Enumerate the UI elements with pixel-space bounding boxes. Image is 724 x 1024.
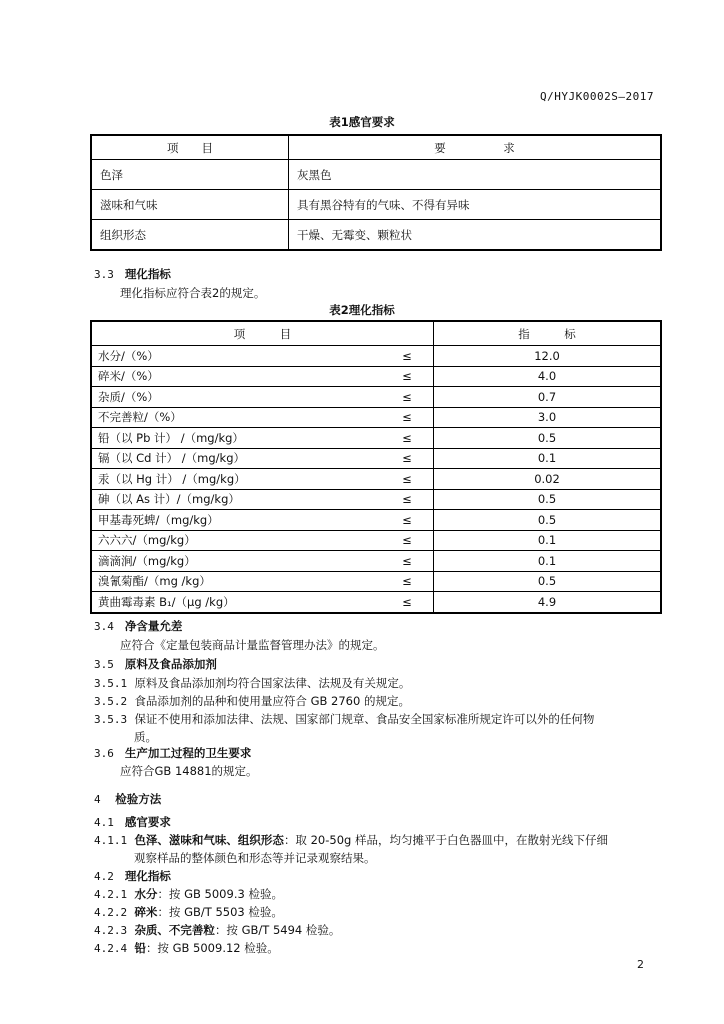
item-text: ：按 GB 5009.12 检验。	[145, 941, 279, 955]
table-row	[91, 530, 661, 551]
section-3-6-text: 应符合GB 14881的规定。	[120, 764, 258, 778]
row-value: 12.0	[434, 346, 662, 367]
section-3-5-3-continued: 质。	[134, 730, 157, 744]
row-symbol: ≤	[381, 592, 434, 613]
row-value: 0.5	[434, 571, 662, 592]
row-value: 3.0	[434, 407, 662, 428]
row-name: 滴滴涧/（mg/kg）	[91, 551, 381, 572]
row-symbol: ≤	[381, 530, 434, 551]
item-number: 4.2.4	[94, 942, 128, 955]
table-row	[91, 592, 661, 613]
document-code: Q/HYJK0002S—2017	[540, 90, 654, 103]
section-3-5-1	[94, 675, 410, 691]
row-value: 0.5	[434, 510, 662, 531]
section-3-3-text: 理化指标应符合表2的规定。	[120, 286, 266, 300]
table-row	[91, 571, 661, 592]
item-bold: 杂质、不完善粒	[134, 923, 215, 937]
row-name: 碎米/（%）	[91, 366, 381, 387]
row-symbol: ≤	[381, 489, 434, 510]
row-name: 砷（以 As 计）/（mg/kg）	[91, 489, 381, 510]
table-row	[91, 448, 661, 469]
section-title: 理化指标	[124, 869, 171, 883]
item-number: 4.2.3	[94, 924, 128, 937]
section-number: 3.6	[94, 747, 114, 760]
row-value: 0.5	[434, 489, 662, 510]
row-name: 镉（以 Cd 计） /（mg/kg）	[91, 448, 381, 469]
section-number: 4	[94, 793, 101, 806]
section-3-5-2	[94, 693, 410, 709]
table-row	[91, 387, 661, 408]
item-text: ：按 GB/T 5503 检验。	[157, 905, 283, 919]
table-row	[91, 489, 661, 510]
section-3-5-heading	[94, 656, 217, 672]
row-symbol: ≤	[381, 387, 434, 408]
table-row	[91, 510, 661, 531]
row-value: 0.02	[434, 469, 662, 490]
row-symbol: ≤	[381, 571, 434, 592]
table-header-row	[91, 135, 661, 160]
row-name: 汞（以 Hg 计） /（mg/kg）	[91, 469, 381, 490]
section-4-1-heading	[94, 814, 171, 830]
row-symbol: ≤	[381, 448, 434, 469]
table1-caption: 表1感官要求	[329, 115, 395, 129]
row-symbol: ≤	[381, 469, 434, 490]
section-title: 理化指标	[124, 267, 171, 281]
section-4-heading	[94, 791, 161, 807]
section-3-3-heading	[94, 266, 171, 282]
row-name: 黄曲霉毒素 B₁/（μg /kg）	[91, 592, 381, 613]
item-text: ：按 GB 5009.3 检验。	[157, 887, 283, 901]
item-number: 4.2.2	[94, 906, 128, 919]
sensory-requirements-table	[90, 134, 662, 251]
item-text: 原料及食品添加剂均符合国家法律、法规及有关规定。	[134, 676, 411, 690]
row-value: 0.1	[434, 551, 662, 572]
row-value: 0.1	[434, 448, 662, 469]
row-value: 4.0	[434, 366, 662, 387]
row-symbol: ≤	[381, 510, 434, 531]
item-text: 食品添加剂的品种和使用量应符合 GB 2760 的规定。	[134, 694, 410, 708]
row-name: 溴氰菊酯/（mg /kg）	[91, 571, 381, 592]
row-name: 甲基毒死蜱/（mg/kg）	[91, 510, 381, 531]
row-symbol: ≤	[381, 346, 434, 367]
table-row	[91, 220, 661, 251]
table-row	[91, 366, 661, 387]
table-row	[91, 428, 661, 449]
item-bold: 铅	[134, 941, 146, 955]
section-4-1-1-continued: 观察样品的整体颜色和形态等并记录观察结果。	[134, 851, 376, 865]
table2-caption: 表2理化指标	[329, 303, 395, 317]
row-requirement: 灰黑色	[289, 160, 662, 190]
item-number: 3.5.1	[94, 677, 128, 690]
item-bold: 水分	[134, 887, 158, 901]
table-row	[91, 346, 661, 367]
table-row	[91, 160, 661, 190]
row-name: 铅（以 Pb 计） /（mg/kg）	[91, 428, 381, 449]
section-3-4-text: 应符合《定量包装商品计量监督管理办法》的规定。	[120, 638, 385, 652]
row-symbol: ≤	[381, 551, 434, 572]
row-item: 滋味和气味	[91, 190, 289, 220]
row-requirement: 具有黑谷特有的气味、不得有异味	[289, 190, 662, 220]
row-name: 不完善粒/（%）	[91, 407, 381, 428]
item-text: 保证不使用和添加法律、法规、国家部门规章、食品安全国家标准所规定许可以外的任何物	[134, 712, 595, 726]
row-value: 0.1	[434, 530, 662, 551]
row-item: 色泽	[91, 160, 289, 190]
section-4-2-2	[94, 904, 283, 920]
header-index: 指 标	[434, 321, 662, 346]
section-4-2-heading	[94, 868, 171, 884]
section-4-2-3	[94, 922, 340, 938]
header-requirement: 要 求	[289, 135, 662, 160]
section-number: 3.4	[94, 620, 114, 633]
section-number: 4.2	[94, 870, 114, 883]
item-number: 4.2.1	[94, 888, 128, 901]
section-4-2-4	[94, 940, 279, 956]
row-requirement: 干燥、无霉变、颗粒状	[289, 220, 662, 251]
row-value: 4.9	[434, 592, 662, 613]
table-row	[91, 190, 661, 220]
physicochemical-table	[90, 320, 662, 614]
row-name: 杂质/（%）	[91, 387, 381, 408]
table-row	[91, 551, 661, 572]
item-number: 3.5.3	[94, 713, 128, 726]
section-3-6-heading	[94, 745, 251, 761]
item-bold: 色泽、滋味和气味、组织形态	[134, 833, 284, 847]
row-symbol: ≤	[381, 407, 434, 428]
item-number: 3.5.2	[94, 695, 128, 708]
section-title: 检验方法	[115, 792, 162, 806]
section-3-4-heading	[94, 618, 182, 634]
section-3-5-3	[94, 711, 594, 727]
section-4-2-1	[94, 886, 283, 902]
row-name: 六六六/（mg/kg）	[91, 530, 381, 551]
section-title: 感官要求	[124, 815, 171, 829]
table-row	[91, 407, 661, 428]
section-4-1-1	[94, 832, 608, 848]
row-value: 0.7	[434, 387, 662, 408]
item-text: ：按 GB/T 5494 检验。	[214, 923, 341, 937]
section-title: 原料及食品添加剂	[124, 657, 217, 671]
header-item: 项 目	[91, 135, 289, 160]
section-number: 3.3	[94, 268, 114, 281]
section-number: 3.5	[94, 658, 114, 671]
row-value: 0.5	[434, 428, 662, 449]
section-title: 净含量允差	[124, 619, 183, 633]
row-symbol: ≤	[381, 428, 434, 449]
row-item: 组织形态	[91, 220, 289, 251]
section-title: 生产加工过程的卫生要求	[124, 746, 252, 760]
page-number: 2	[637, 958, 644, 971]
table-header-row	[91, 321, 661, 346]
item-text: ：取 20-50g 样品，均匀摊平于白色器皿中，在散射光线下仔细	[283, 833, 608, 847]
row-symbol: ≤	[381, 366, 434, 387]
section-number: 4.1	[94, 816, 114, 829]
header-item: 项 目	[91, 321, 434, 346]
item-number: 4.1.1	[94, 834, 128, 847]
row-name: 水分/（%）	[91, 346, 381, 367]
item-bold: 碎米	[134, 905, 158, 919]
table-row	[91, 469, 661, 490]
